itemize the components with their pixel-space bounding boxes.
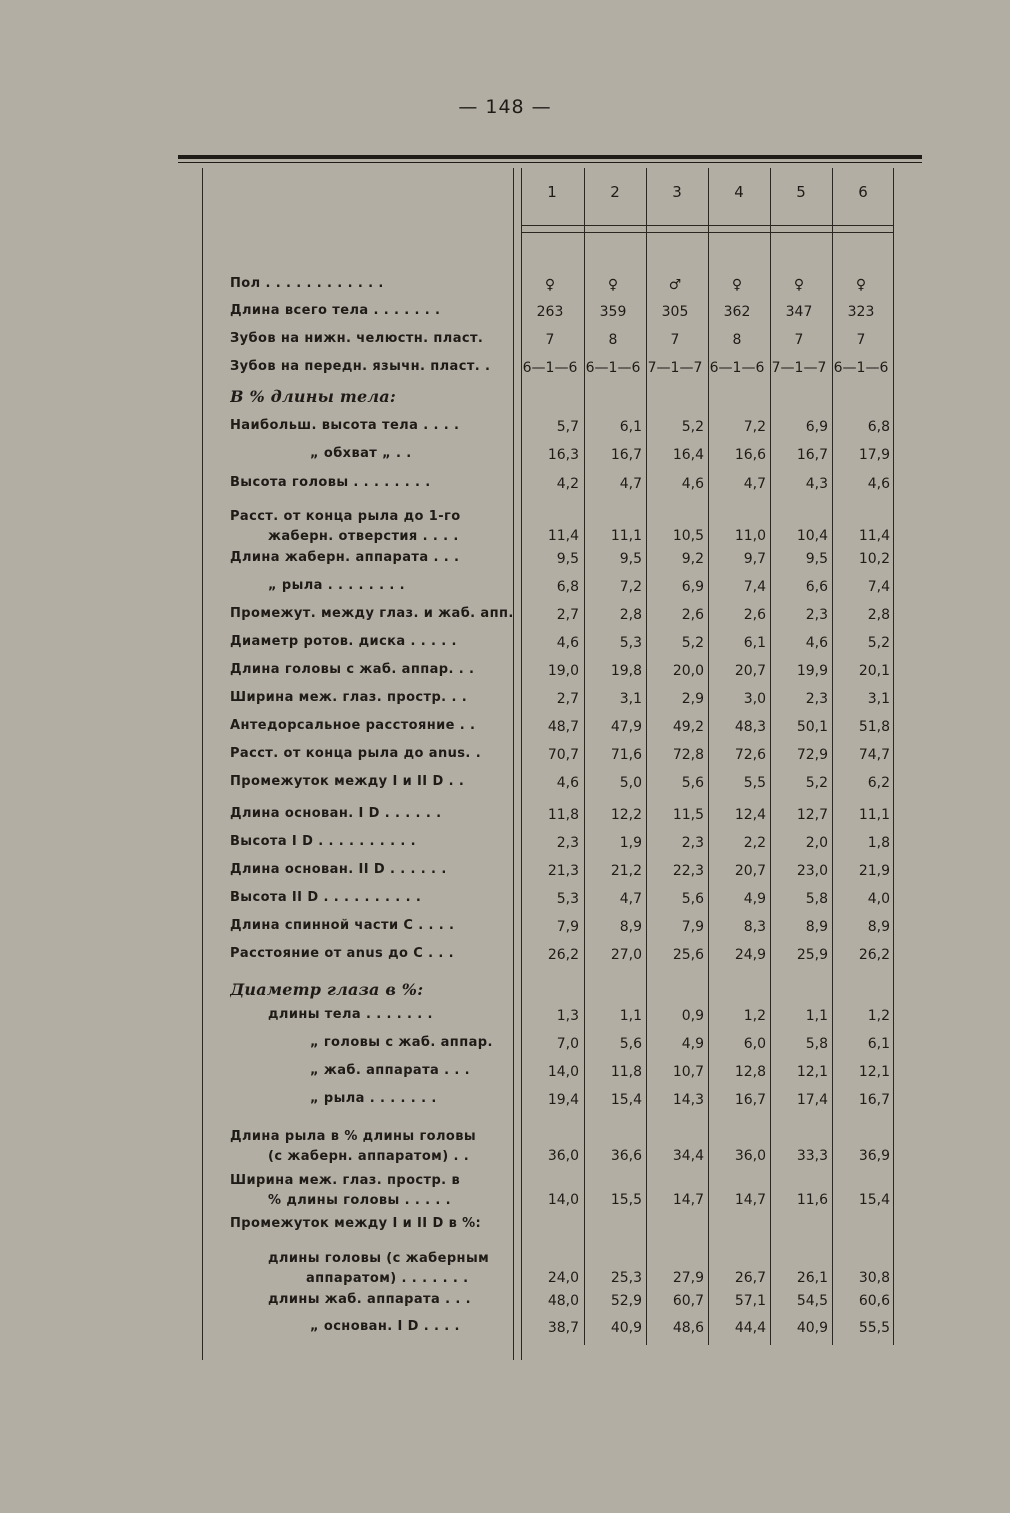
table-row-label: длины тела . . . . . . .	[268, 1007, 433, 1022]
table-cell-value: 16,6	[734, 447, 766, 463]
table-cell-value: 5,2	[681, 635, 704, 651]
table-cell-value: 2,6	[743, 607, 766, 623]
table-cell-value: 6—1—6	[709, 360, 765, 376]
table-row-label: Длина всего тела . . . . . . .	[230, 303, 441, 318]
table-cell-value: 50,1	[796, 719, 828, 735]
table-cell-value: 12,1	[796, 1064, 828, 1080]
table-cell-value: 8	[732, 332, 742, 348]
table-cell-value: 16,7	[734, 1092, 766, 1108]
table-row-label: Длина основан. II D . . . . . .	[230, 862, 447, 877]
table-row-label: Длина основан. I D . . . . . .	[230, 806, 442, 821]
table-cell-value: 2,8	[619, 607, 642, 623]
table-cell-value: 5,2	[867, 635, 890, 651]
table-cell-value: 19,9	[796, 663, 828, 679]
table-cell-value: 19,4	[547, 1092, 579, 1108]
table-cell-value: 5,6	[681, 891, 704, 907]
table-row-label: Высота II D . . . . . . . . . .	[230, 890, 422, 905]
row-label-line1: Ширина меж. глаз. простр. в	[230, 1173, 461, 1188]
table-cell-value: 9,5	[805, 551, 828, 567]
table-cell-value: 10,7	[672, 1064, 704, 1080]
table-cell-value: 72,8	[672, 747, 704, 763]
table-cell-value: 70,7	[547, 747, 579, 763]
table-cell-value: 5,3	[619, 635, 642, 651]
table-cell-value: 40,9	[610, 1320, 642, 1336]
column-header: 5	[796, 183, 806, 201]
table-cell-value: 359	[599, 304, 627, 320]
table-cell-value: ♀	[544, 277, 556, 293]
table-cell-value: 6—1—6	[833, 360, 889, 376]
table-cell-value: 2,3	[805, 691, 828, 707]
table-row-label	[230, 1171, 515, 1211]
table-cell-value: ♂	[668, 277, 682, 293]
table-cell-value: 11,0	[734, 528, 766, 544]
table-row-label: „ жаб. аппарата . . .	[310, 1063, 471, 1078]
table-row-label: Промежуток между I и II D в %:	[230, 1216, 482, 1231]
table-cell-value: 4,7	[619, 891, 642, 907]
column-header: 6	[858, 183, 868, 201]
table-cell-value: 9,5	[619, 551, 642, 567]
column-header: 1	[547, 183, 557, 201]
table-cell-value: 6,1	[619, 419, 642, 435]
table-cell-value: 52,9	[610, 1293, 642, 1309]
table-cell-value: 4,6	[556, 775, 579, 791]
table-cell-value: 7	[545, 332, 555, 348]
table-cell-value: 7,0	[556, 1036, 579, 1052]
table-cell-value: 2,7	[556, 691, 579, 707]
table-cell-value: 4,9	[681, 1036, 704, 1052]
table-cell-value: 4,6	[681, 476, 704, 492]
table-cell-value: 16,3	[547, 447, 579, 463]
table-cell-value: 6,0	[743, 1036, 766, 1052]
table-cell-value: ♀	[855, 277, 867, 293]
table-cell-value: 21,2	[610, 863, 642, 879]
table-cell-value: 27,9	[672, 1270, 704, 1286]
table-cell-value: 44,4	[734, 1320, 766, 1336]
table-cell-value: 7,2	[743, 419, 766, 435]
table-row-label: Высота I D . . . . . . . . . .	[230, 834, 416, 849]
page-number: — 148 —	[458, 96, 552, 118]
table-cell-value: 11,8	[610, 1064, 642, 1080]
table-cell-value: 12,1	[858, 1064, 890, 1080]
table-top-rule	[178, 155, 922, 159]
table-cell-value: 6,6	[805, 579, 828, 595]
table-cell-value: 26,1	[796, 1270, 828, 1286]
table-cell-value: 48,3	[734, 719, 766, 735]
table-cell-value: 5,5	[743, 775, 766, 791]
row-label-line1: Длина рыла в % длины головы	[230, 1129, 477, 1144]
table-cell-value: 2,3	[681, 835, 704, 851]
table-cell-value: 55,5	[858, 1320, 890, 1336]
table-row-label: Антедорсальное расстояние . .	[230, 718, 476, 733]
table-cell-value: 4,7	[619, 476, 642, 492]
table-cell-value: 12,2	[610, 807, 642, 823]
table-cell-value: 74,7	[858, 747, 890, 763]
table-cell-value: ♀	[607, 277, 619, 293]
column-header: 3	[672, 183, 682, 201]
table-cell-value: 6—1—6	[585, 360, 641, 376]
table-cell-value: 11,1	[610, 528, 642, 544]
table-cell-value: 8,9	[619, 919, 642, 935]
table-row-label: Наибольш. высота тела . . . .	[230, 418, 460, 433]
table-cell-value: 48,0	[547, 1293, 579, 1309]
table-cell-value: 23,0	[796, 863, 828, 879]
table-cell-value: 17,9	[858, 447, 890, 463]
table-row-label: Расстояние от anus до C . . .	[230, 946, 454, 961]
table-cell-value: 16,7	[796, 447, 828, 463]
table-cell-value: 16,4	[672, 447, 704, 463]
table-cell-value: 48,6	[672, 1320, 704, 1336]
table-cell-value: 40,9	[796, 1320, 828, 1336]
table-cell-value: ♀	[793, 277, 805, 293]
table-cell-value: 21,9	[858, 863, 890, 879]
table-cell-value: 36,0	[547, 1148, 579, 1164]
table-row-label	[230, 1127, 515, 1167]
table-cell-value: 25,9	[796, 947, 828, 963]
table-cell-value: 5,8	[805, 1036, 828, 1052]
table-cell-value: 19,0	[547, 663, 579, 679]
table-cell-value: 3,1	[867, 691, 890, 707]
table-cell-value: 8	[608, 332, 618, 348]
table-cell-value: 12,4	[734, 807, 766, 823]
table-cell-value: 14,0	[547, 1192, 579, 1208]
table-row-label: Высота головы . . . . . . . .	[230, 475, 431, 490]
table-cell-value: 305	[661, 304, 689, 320]
table-row-label: Промежут. между глаз. и жаб. апп.	[230, 606, 514, 621]
table-cell-value: 60,6	[858, 1293, 890, 1309]
table-cell-value: 36,0	[734, 1148, 766, 1164]
table-cell-value: 48,7	[547, 719, 579, 735]
table-cell-value: 20,0	[672, 663, 704, 679]
table-cell-value: 4,6	[556, 635, 579, 651]
table-cell-value: 36,6	[610, 1148, 642, 1164]
table-cell-value: 60,7	[672, 1293, 704, 1309]
table-cell-value: 5,6	[619, 1036, 642, 1052]
table-row-label: В % длины тела:	[230, 387, 396, 406]
table-cell-value: 11,5	[672, 807, 704, 823]
table-row-label: Длина спинной части C . . . .	[230, 918, 455, 933]
table-row-label: Диаметр глаза в %:	[230, 980, 424, 999]
table-cell-value: 4,0	[867, 891, 890, 907]
table-cell-value: 2,3	[805, 607, 828, 623]
table-cell-value: 347	[785, 304, 813, 320]
table-cell-value: 5,3	[556, 891, 579, 907]
table-cell-value: 16,7	[610, 447, 642, 463]
table-cell-value: 8,3	[743, 919, 766, 935]
table-cell-value: 27,0	[610, 947, 642, 963]
table-cell-value: ♀	[731, 277, 743, 293]
table-cell-value: 2,0	[805, 835, 828, 851]
table-cell-value: 9,7	[743, 551, 766, 567]
table-cell-value: 2,7	[556, 607, 579, 623]
table-cell-value: 10,2	[858, 551, 890, 567]
table-cell-value: 47,9	[610, 719, 642, 735]
table-cell-value: 1,9	[619, 835, 642, 851]
table-cell-value: 6,8	[556, 579, 579, 595]
table-row-label: Длина жаберн. аппарата . . .	[230, 550, 460, 565]
table-cell-value: 11,6	[796, 1192, 828, 1208]
table-cell-value: 14,7	[672, 1192, 704, 1208]
table-row-label: Пол . . . . . . . . . . . .	[230, 276, 384, 291]
table-cell-value: 362	[723, 304, 751, 320]
table-row-label: Промежуток между I и II D . .	[230, 774, 465, 789]
table-row-label: Зубов на нижн. челюстн. пласт.	[230, 331, 484, 346]
table-cell-value: 20,7	[734, 663, 766, 679]
table-cell-value: 11,4	[547, 528, 579, 544]
table-cell-value: 21,3	[547, 863, 579, 879]
table-cell-value: 5,2	[805, 775, 828, 791]
table-cell-value: 10,4	[796, 528, 828, 544]
table-cell-value: 323	[847, 304, 875, 320]
row-label-line1: длины головы (с жаберным	[268, 1251, 490, 1266]
table-cell-value: 17,4	[796, 1092, 828, 1108]
table-cell-value: 5,7	[556, 419, 579, 435]
table-cell-value: 26,2	[547, 947, 579, 963]
table-row-label: Зубов на передн. язычн. пласт. .	[230, 359, 491, 374]
table-row-label: длины жаб. аппарата . . .	[268, 1292, 471, 1307]
table-cell-value: 9,2	[681, 551, 704, 567]
table-cell-value: 57,1	[734, 1293, 766, 1309]
table-row-label: Диаметр ротов. диска . . . . .	[230, 634, 457, 649]
table-cell-value: 15,4	[858, 1192, 890, 1208]
table-cell-value: 6,1	[867, 1036, 890, 1052]
table-cell-value: 51,8	[858, 719, 890, 735]
table-cell-value: 16,7	[858, 1092, 890, 1108]
table-cell-value: 6,9	[681, 579, 704, 595]
table-cell-value: 6—1—6	[522, 360, 578, 376]
table-cell-value: 7,9	[556, 919, 579, 935]
table-cell-value: 7—1—7	[647, 360, 703, 376]
table-cell-value: 11,1	[858, 807, 890, 823]
table-cell-value: 19,8	[610, 663, 642, 679]
row-label-line2: аппаратом) . . . . . . .	[306, 1271, 469, 1286]
table-cell-value: 6,1	[743, 635, 766, 651]
table-cell-value: 24,0	[547, 1270, 579, 1286]
table-cell-value: 7,4	[743, 579, 766, 595]
table-cell-value: 7—1—7	[771, 360, 827, 376]
column-header: 4	[734, 183, 744, 201]
row-label-line2: жаберн. отверстия . . . .	[268, 529, 459, 544]
table-cell-value: 3,1	[619, 691, 642, 707]
table-cell-value: 15,5	[610, 1192, 642, 1208]
table-cell-value: 7,9	[681, 919, 704, 935]
row-label-line1: Расст. от конца рыла до 1-го	[230, 509, 461, 524]
table-cell-value: 11,8	[547, 807, 579, 823]
table-cell-value: 11,4	[858, 528, 890, 544]
row-label-line2: (с жаберн. аппаратом) . .	[268, 1149, 470, 1164]
table-cell-value: 7	[856, 332, 866, 348]
table-cell-value: 15,4	[610, 1092, 642, 1108]
table-cell-value: 24,9	[734, 947, 766, 963]
table-cell-value: 20,1	[858, 663, 890, 679]
table-cell-value: 4,6	[805, 635, 828, 651]
table-row-label: „ обхват „ . .	[310, 446, 412, 461]
table-cell-value: 6,9	[805, 419, 828, 435]
table-cell-value: 0,9	[681, 1008, 704, 1024]
table-cell-value: 20,7	[734, 863, 766, 879]
table-cell-value: 10,5	[672, 528, 704, 544]
table-cell-value: 5,2	[681, 419, 704, 435]
header-rule	[521, 232, 893, 233]
table-cell-value: 7	[794, 332, 804, 348]
table-cell-value: 6,2	[867, 775, 890, 791]
table-row-label: Расст. от конца рыла до anus. .	[230, 746, 482, 761]
table-row-label: Длина головы с жаб. аппар. . .	[230, 662, 475, 677]
table-cell-value: 33,3	[796, 1148, 828, 1164]
table-cell-value: 1,1	[805, 1008, 828, 1024]
table-cell-value: 4,9	[743, 891, 766, 907]
table-cell-value: 36,9	[858, 1148, 890, 1164]
table-cell-value: 25,3	[610, 1270, 642, 1286]
table-cell-value: 14,7	[734, 1192, 766, 1208]
table-cell-value: 1,3	[556, 1008, 579, 1024]
table-row-label: „ головы с жаб. аппар.	[310, 1035, 493, 1050]
table-row-label: „ рыла . . . . . . . .	[268, 578, 405, 593]
header-rule	[521, 225, 893, 226]
table-cell-value: 54,5	[796, 1293, 828, 1309]
table-cell-value: 25,6	[672, 947, 704, 963]
table-cell-value: 8,9	[867, 919, 890, 935]
table-row-label: „ основан. I D . . . .	[310, 1319, 460, 1334]
table-cell-value: 2,6	[681, 607, 704, 623]
table-cell-value: 22,3	[672, 863, 704, 879]
table-cell-value: 26,7	[734, 1270, 766, 1286]
table-cell-value: 12,8	[734, 1064, 766, 1080]
table-cell-value: 7,2	[619, 579, 642, 595]
table-cell-value: 1,1	[619, 1008, 642, 1024]
table-cell-value: 2,8	[867, 607, 890, 623]
table-cell-value: 1,8	[867, 835, 890, 851]
table-top-rule-thin	[178, 162, 922, 163]
table-cell-value: 14,0	[547, 1064, 579, 1080]
table-cell-value: 2,9	[681, 691, 704, 707]
table-cell-value: 14,3	[672, 1092, 704, 1108]
table-cell-value: 5,0	[619, 775, 642, 791]
table-cell-value: 2,3	[556, 835, 579, 851]
table-cell-value: 5,6	[681, 775, 704, 791]
table-cell-value: 4,6	[867, 476, 890, 492]
table-cell-value: 2,2	[743, 835, 766, 851]
table-cell-value: 34,4	[672, 1148, 704, 1164]
table-cell-value: 71,6	[610, 747, 642, 763]
table-cell-value: 6,8	[867, 419, 890, 435]
table-cell-value: 12,7	[796, 807, 828, 823]
table-cell-value: 9,5	[556, 551, 579, 567]
table-cell-value: 1,2	[743, 1008, 766, 1024]
column-header: 2	[610, 183, 620, 201]
table-row-label	[230, 1249, 515, 1289]
table-cell-value: 3,0	[743, 691, 766, 707]
table-cell-value: 26,2	[858, 947, 890, 963]
table-cell-value: 7,4	[867, 579, 890, 595]
table-cell-value: 4,3	[805, 476, 828, 492]
table-row-label	[230, 507, 515, 547]
table-cell-value: 1,2	[867, 1008, 890, 1024]
table-cell-value: 7	[670, 332, 680, 348]
table-cell-value: 8,9	[805, 919, 828, 935]
column-rule	[893, 168, 894, 1345]
table-row-label: „ рыла . . . . . . .	[310, 1091, 437, 1106]
table-cell-value: 4,2	[556, 476, 579, 492]
table-cell-value: 49,2	[672, 719, 704, 735]
column-rule	[202, 168, 203, 1360]
table-cell-value: 72,6	[734, 747, 766, 763]
table-row-label: Ширина меж. глаз. простр. . .	[230, 690, 468, 705]
table-cell-value: 30,8	[858, 1270, 890, 1286]
table-cell-value: 38,7	[547, 1320, 579, 1336]
table-cell-value: 72,9	[796, 747, 828, 763]
table-cell-value: 263	[536, 304, 564, 320]
row-label-line2: % длины головы . . . . .	[268, 1193, 452, 1208]
table-cell-value: 4,7	[743, 476, 766, 492]
table-cell-value: 5,8	[805, 891, 828, 907]
